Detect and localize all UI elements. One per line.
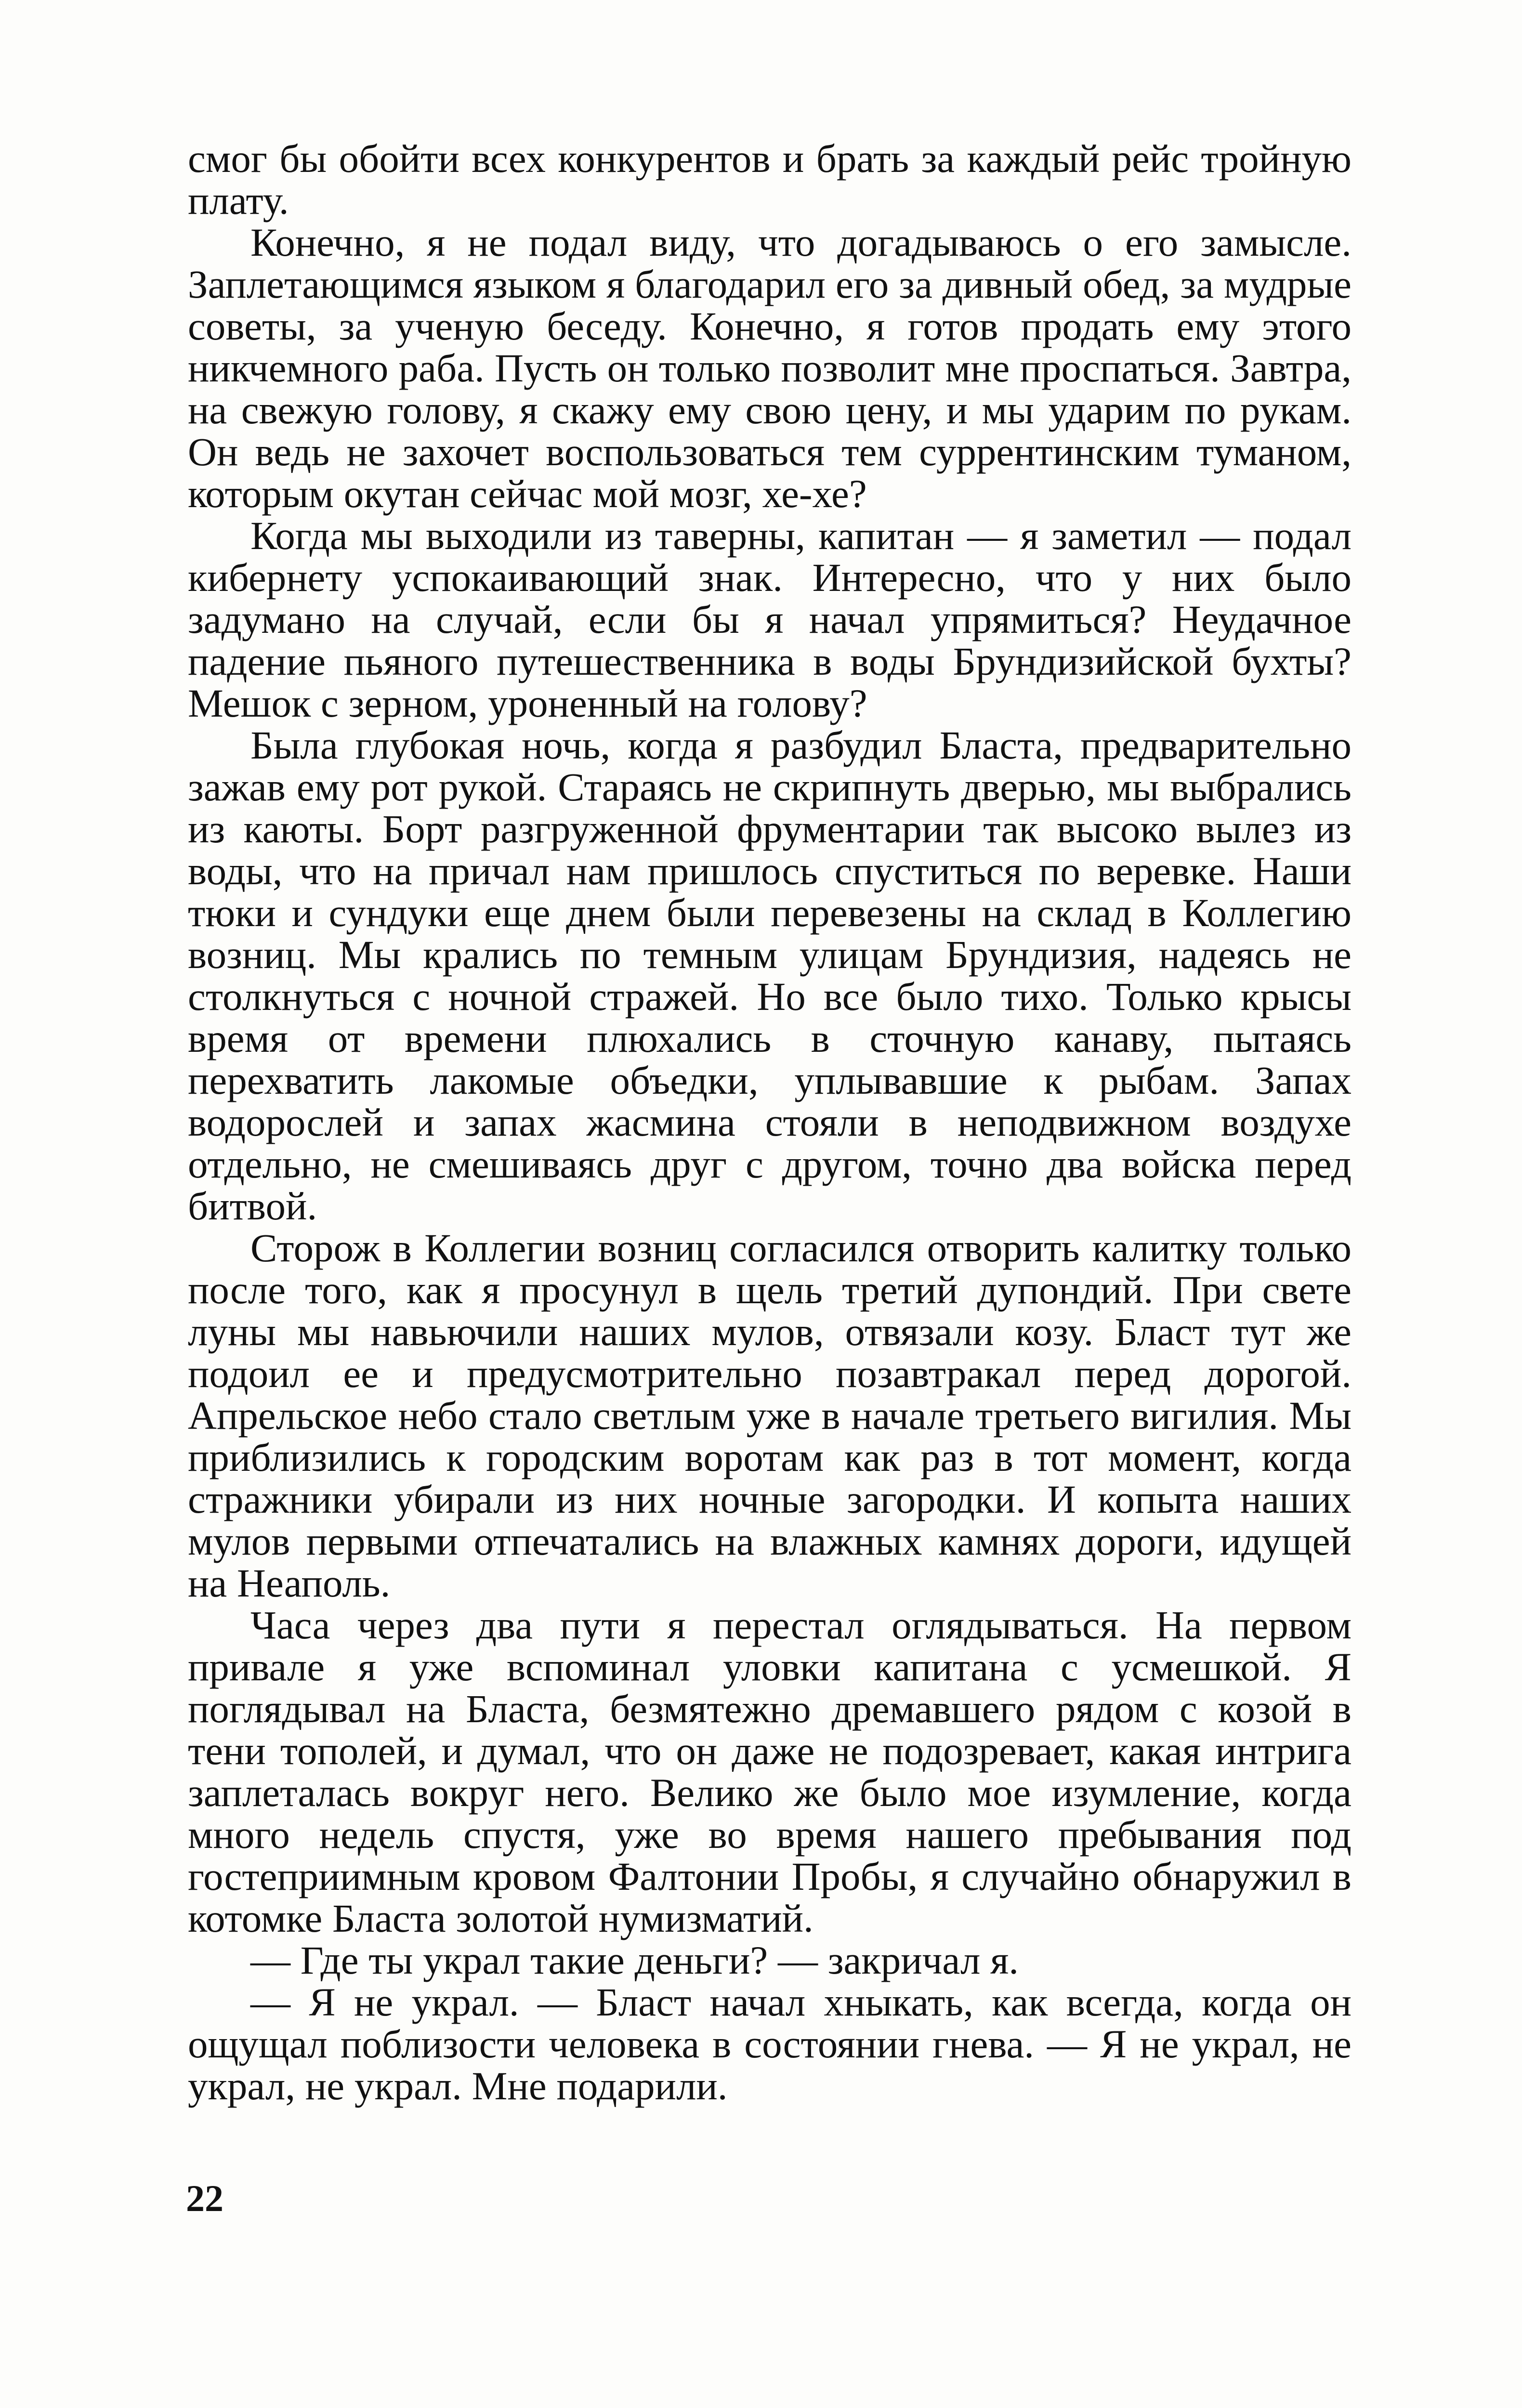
dialogue-line: — Я не украл. — Бласт начал хныкать, как всегда, когда он ощущал поблизости человека в состоянии гнева. — Я не украл, не украл, не украл. Мне подарили.	[188, 1980, 1351, 2108]
paragraph: Часа через два пути я перестал оглядываться. На первом привале я уже вспоминал уловки капитана с усмешкой. Я поглядывал на Бласта, безмятежно дремавшего рядом с козой в тени тополей, и думал, что он даже не подозревает, какая интрига заплеталась вокруг него. Велико же было мое изумление, когда много недель спустя, уже во время нашего пребывания под гостеприимным кровом Фалтонии Пробы, я случайно обнаружил в котомке Бласта золотой нумизматий.	[188, 1603, 1351, 1940]
paragraph: Была глубокая ночь, когда я разбудил Бласта, предварительно зажав ему рот рукой. Стараясь не скрипнуть дверью, мы выбрались из каюты. Борт разгруженной фрументарии так высоко вылез из воды, что на причал нам пришлось спуститься по веревке. Наши тюки и сундуки еще днем были перевезены на склад в Коллегию возниц. Мы крались по темным улицам Брундизия, надеясь не столкнуться с ночной стражей. Но все было тихо. Только крысы время от времени плюхались в сточную канаву, пытаясь перехватить лакомые объедки, уплывавшие к рыбам. Запах водорослей и запах жасмина стояли в неподвижном воздухе отдельно, не смешиваясь друг с другом, точно два войска перед битвой.	[188, 723, 1351, 1228]
paragraph: Когда мы выходили из таверны, капитан — я заметил — подал кибернету успокаивающий знак. Интересно, что у них было задумано на случай, если бы я начал упрямиться? Неудачное падение пьяного путешественника в воды Брундизийской бухты? Мешок с зерном, уроненный на голову?	[188, 513, 1351, 725]
paragraph: Конечно, я не подал виду, что догадываюсь о его замысле. Заплетающимся языком я благодарил его за дивный обед, за мудрые советы, за ученую беседу. Конечно, я готов продать ему этого никчемного раба. Пусть он только позволит мне проспаться. Завтра, на свежую голову, я скажу ему свою цену, и мы ударим по рукам. Он ведь не захочет воспользоваться тем суррентинским туманом, которым окутан сейчас мой мозг, хе-хе?	[188, 220, 1351, 516]
page-number: 22	[186, 2177, 223, 2219]
page-body-text	[188, 138, 1351, 2107]
paragraph: Сторож в Коллегии возниц согласился отворить калитку только после того, как я просунул в щель третий дупондий. При свете луны мы навьючили наших мулов, отвязали козу. Бласт тут же подоил ее и предусмотрительно позавтракал перед дорогой. Апрельское небо стало светлым уже в начале третьего вигилия. Мы приблизились к городским воротам как раз в тот момент, когда стражники убирали из них ночные загородки. И копыта наших мулов первыми отпечатались на влажных камнях дороги, идущей на Неаполь.	[188, 1226, 1351, 1605]
paragraph: смог бы обойти всех конкурентов и брать за каждый рейс тройную плату.	[188, 136, 1351, 222]
dialogue-line: — Где ты украл такие деньги? — закричал я.	[250, 1938, 1019, 1982]
